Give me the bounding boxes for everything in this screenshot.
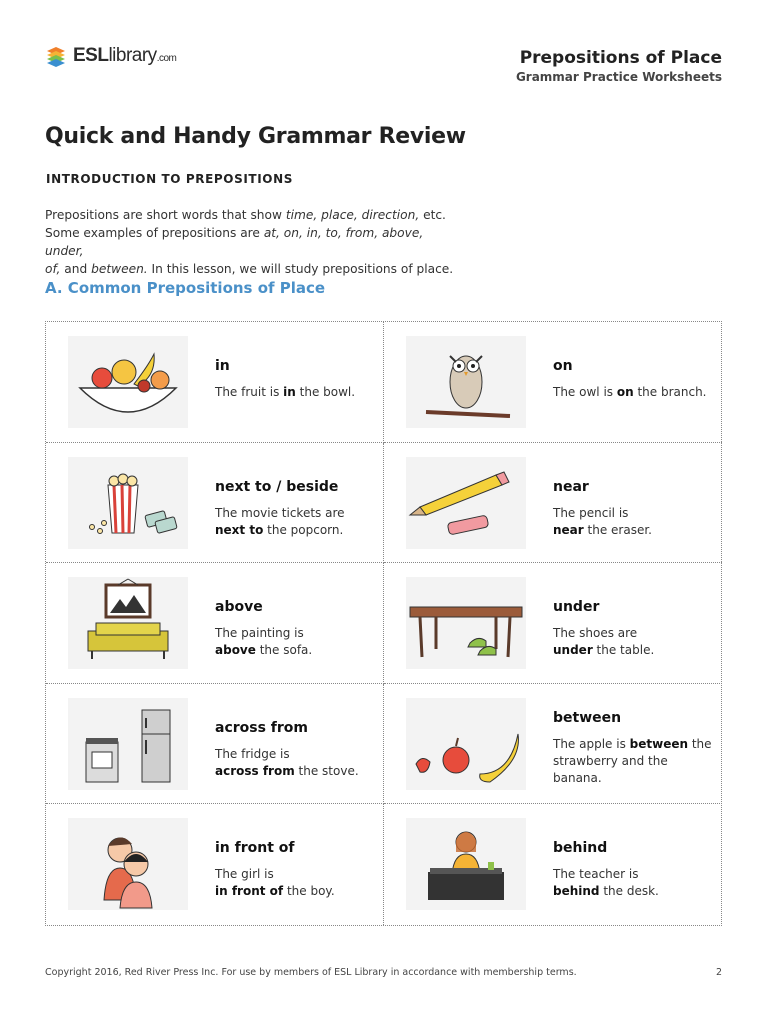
card-in <box>46 322 384 443</box>
example-sentence: The teacher is behind the desk. <box>553 867 659 899</box>
page-title: Quick and Handy Grammar Review <box>45 124 466 149</box>
logo-light: library <box>108 45 157 66</box>
card-next-to-beside <box>46 443 384 564</box>
card-between <box>384 684 722 805</box>
example-sentence: The shoes are under the table. <box>553 626 655 658</box>
card-near <box>384 443 722 564</box>
table-shoes-icon <box>406 577 526 669</box>
example-sentence: The movie tickets are next to the popcorn. <box>215 505 345 537</box>
term: in front of <box>215 840 295 857</box>
card-under <box>384 563 722 684</box>
painting-sofa-icon <box>68 577 188 669</box>
example-sentence: The apple is between the strawberry and the banana. <box>553 736 712 785</box>
section-a-heading: A. Common Prepositions of Place <box>45 279 326 297</box>
term: behind <box>553 840 608 857</box>
example-sentence: The fruit is in the bowl. <box>215 385 356 399</box>
book-stack-icon <box>45 45 67 67</box>
term: next to / beside <box>215 478 339 495</box>
header-right <box>516 48 722 84</box>
owl-icon <box>406 336 526 428</box>
esl-library-logo <box>45 45 176 67</box>
term: on <box>553 358 573 374</box>
copyright-footer: Copyright 2016, Red River Press Inc. For use by members of ESL Library in accordance with membership terms. <box>45 967 577 978</box>
prepositions-grid <box>45 321 722 926</box>
example-sentence: The pencil is near the eraser. <box>553 505 652 537</box>
card-in-front-of <box>46 804 384 925</box>
page-number: 2 <box>715 967 722 978</box>
intro-paragraph: Prepositions are short words that show time, place, direction, etc. Some examples of prepositions are at, on, in, to, from, above, under, of, and between. In this lesson, we will study prepositions of place. <box>45 208 454 276</box>
term: above <box>215 599 263 616</box>
term: under <box>553 599 600 616</box>
strawberry-apple-banana-icon <box>406 698 526 790</box>
term: across from <box>215 719 309 736</box>
logo-main: ESL <box>73 45 109 66</box>
logo-suffix: .com <box>156 53 177 64</box>
teacher-desk-icon <box>406 818 526 910</box>
girl-boy-icon <box>68 818 188 910</box>
example-sentence: The owl is on the branch. <box>553 385 707 399</box>
example-sentence: The painting is above the sofa. <box>215 626 313 658</box>
term: between <box>553 709 622 726</box>
card-across-from <box>46 684 384 805</box>
pencil-eraser-icon <box>406 457 526 549</box>
worksheet-subtitle: Grammar Practice Worksheets <box>515 70 722 84</box>
fruit-bowl-icon <box>68 336 188 428</box>
stove-fridge-icon <box>68 698 188 790</box>
example-sentence: The girl is in front of the boy. <box>215 867 335 899</box>
section-label: INTRODUCTION TO PREPOSITIONS <box>46 172 293 186</box>
card-behind <box>384 804 722 925</box>
worksheet-title: Prepositions of Place <box>519 48 722 68</box>
term: near <box>553 478 589 495</box>
popcorn-icon <box>68 457 188 549</box>
term: in <box>215 358 230 374</box>
card-above <box>46 563 384 684</box>
example-sentence: The fridge is across from the stove. <box>215 746 359 778</box>
card-on <box>384 322 722 443</box>
